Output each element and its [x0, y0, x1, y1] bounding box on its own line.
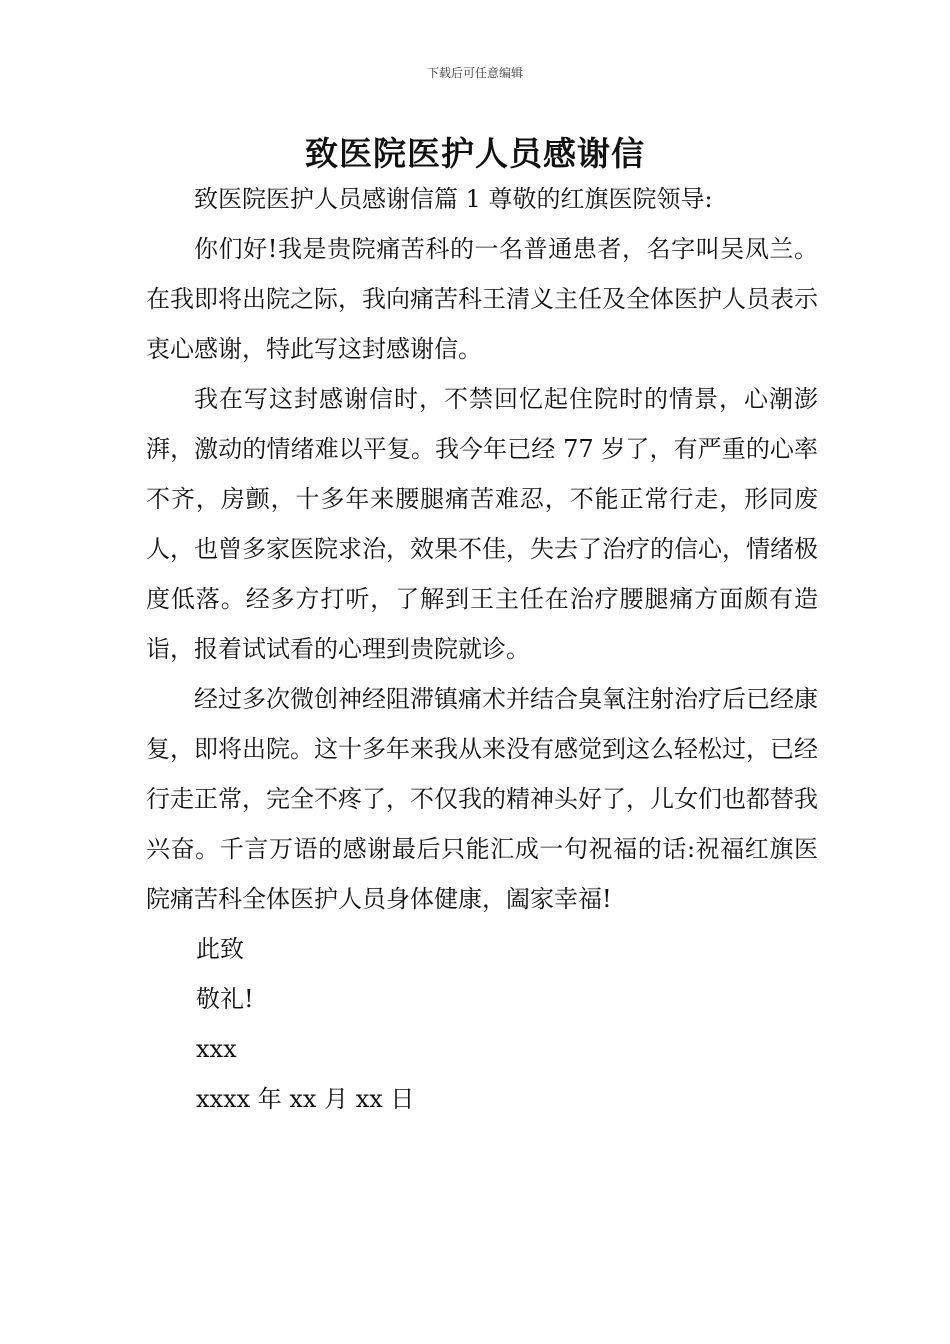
salute-line: 敬礼!	[196, 985, 254, 1013]
letter-body	[146, 174, 818, 1124]
header-note: 下载后可任意编辑	[426, 66, 523, 80]
signature-line: xxx	[196, 1035, 237, 1063]
date-line: xxxx 年 xx 月 xx 日	[196, 1085, 415, 1113]
letter-title: 致医院医护人员感谢信	[305, 134, 645, 173]
paragraph-greeting: 你们好!我是贵院痛苦科的一名普通患者，名字叫吴凤兰。在我即将出院之际，我向痛苦科王清义主任及全体医护人员表示衷心感谢，特此写这封感谢信。	[146, 235, 818, 363]
letter-intro: 致医院医护人员感谢信篇 1 尊敬的红旗医院领导:	[194, 185, 713, 213]
paragraph-recovery: 经过多次微创神经阻滞镇痛术并结合臭氧注射治疗后已经康复，即将出院。这十多年来我从来没有感觉到这么轻松过，已经行走正常，完全不疼了，不仅我的精神头好了，儿女们也都替我兴奋。千言万语的感谢最后只能汇成一句祝福的话:祝福红旗医院痛苦科全体医护人员身体健康，阖家幸福!	[146, 685, 818, 913]
paragraph-memory: 我在写这封感谢信时，不禁回忆起住院时的情景，心潮澎湃，激动的情绪难以平复。我今年已经 77 岁了，有严重的心率不齐，房颤，十多年来腰腿痛苦难忍，不能正常行走，形同废人，也曾多家医院求治，效果不佳，失去了治疗的信心，情绪极度低落。经多方打听，了解到王主任在治疗腰腿痛方面颇有造诣，报着试试看的心理到贵院就诊。	[146, 385, 818, 663]
closing-line: 此致	[196, 935, 244, 963]
